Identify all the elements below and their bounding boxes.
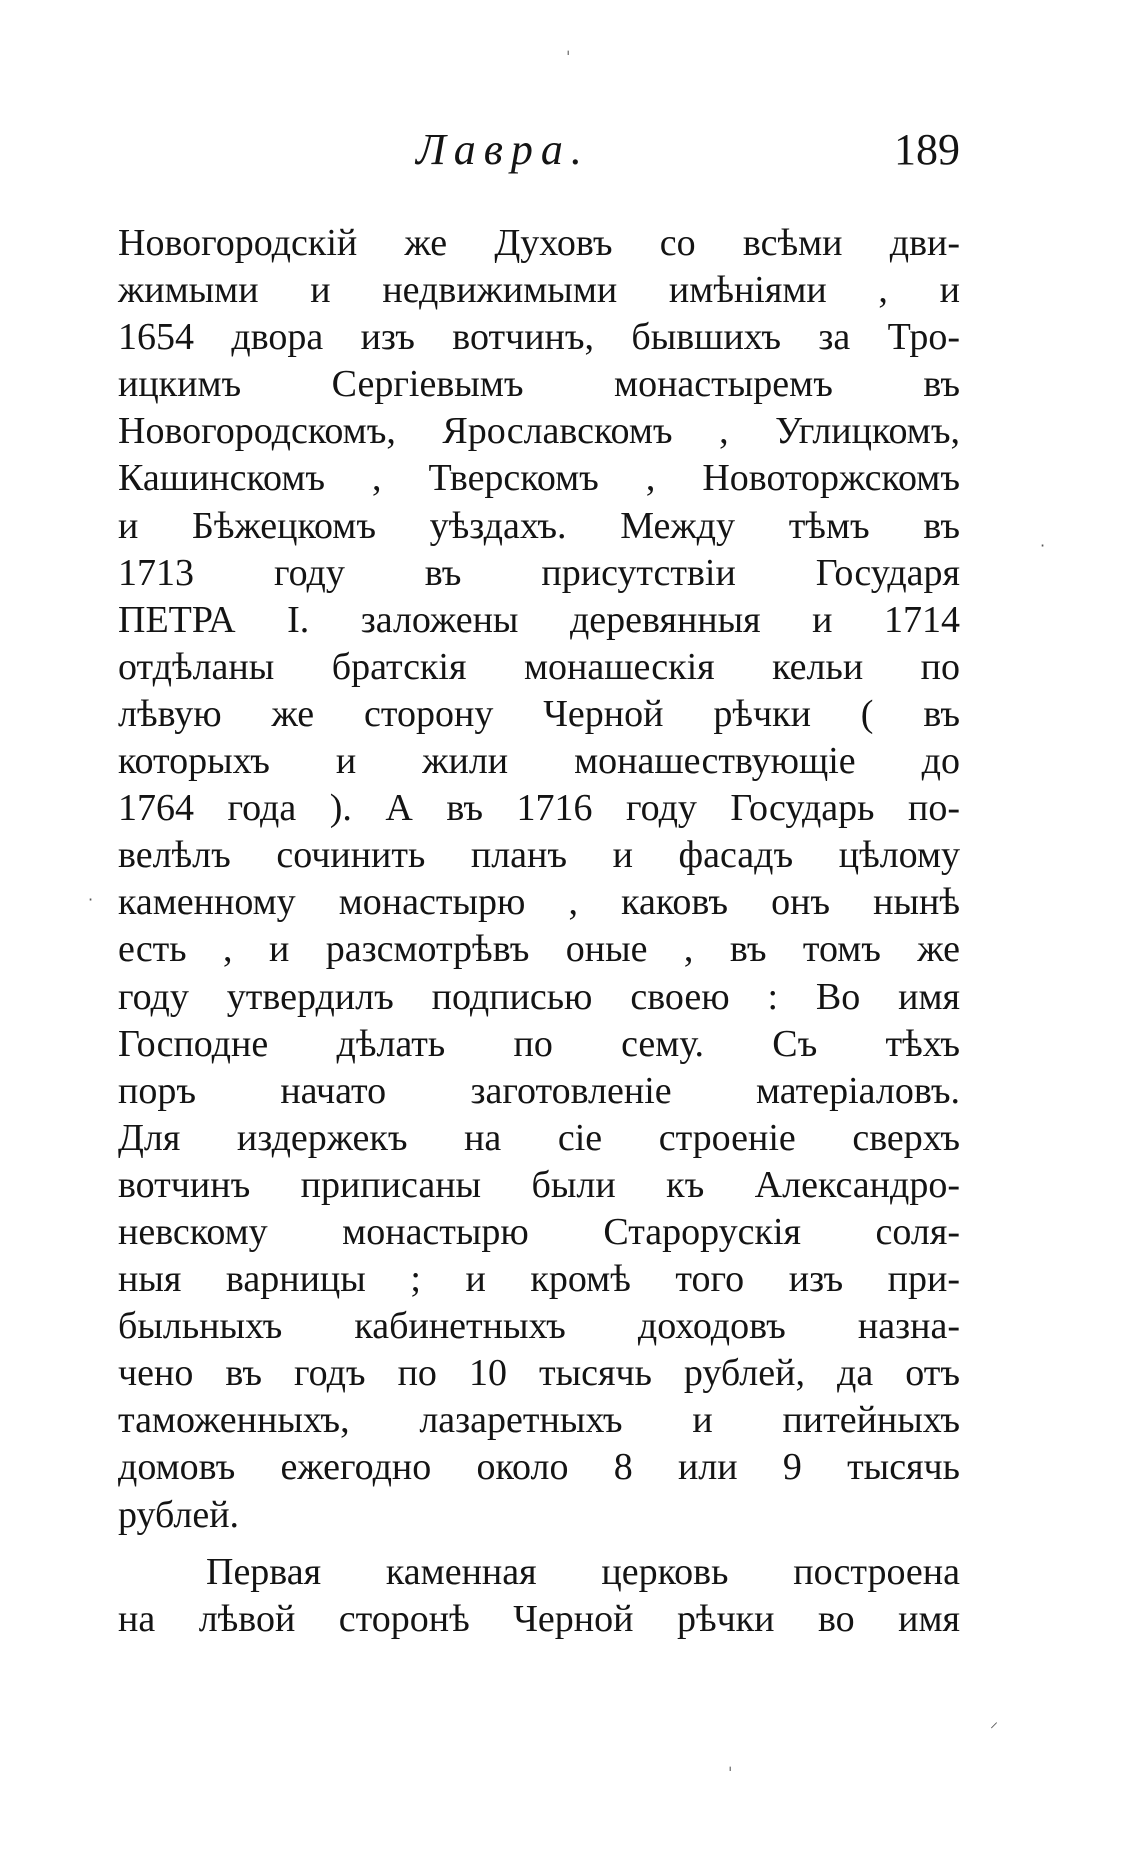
text-line: есть , и разсмотрѣвъ оные , въ томъ же <box>118 928 960 971</box>
text-line: на лѣвой сторонѣ Черной рѣчки во имя <box>118 1597 960 1640</box>
text-line: ицкимъ Сергіевымъ монастыремъ въ <box>118 363 960 406</box>
text-line: быльныхъ кабинетныхъ доходовъ назна- <box>118 1305 960 1348</box>
page-header <box>118 118 960 178</box>
text-line: поръ начато заготовленіе матеріаловъ. <box>118 1069 960 1112</box>
text-line: 1764 года ). А въ 1716 году Государь по- <box>118 787 960 830</box>
paragraph <box>118 1549 960 1643</box>
scan-speck: · <box>1040 536 1046 555</box>
text-line: велѣлъ сочинить планъ и фасадъ цѣлому <box>118 834 960 877</box>
scan-speck: ˈ <box>566 48 571 67</box>
text-line: году утвердилъ подписью своею : Во имя <box>118 975 960 1018</box>
text-line: которыхъ и жили монашествующіе до <box>118 740 960 783</box>
paragraph <box>118 220 960 1539</box>
text-line: лѣвую же сторону Черной рѣчки ( въ <box>118 692 960 735</box>
text-line: вотчинъ приписаны были къ Александро- <box>118 1163 960 1206</box>
text-line: Для издержекъ на сіе строеніе сверхъ <box>118 1116 960 1159</box>
body-text <box>118 220 960 1643</box>
text-line: ныя варницы ; и кромѣ того изъ при- <box>118 1258 960 1301</box>
text-line: жимыми и недвижимыми имѣніями , и <box>118 269 960 312</box>
text-line: отдѣланы братскія монашескія кельи по <box>118 645 960 688</box>
page-number: 189 <box>894 125 960 174</box>
text-line: 1713 году въ присутствіи Государя <box>118 551 960 594</box>
paragraph-gap <box>118 1539 960 1549</box>
running-title: Лавра. <box>416 125 590 174</box>
scan-speck: ˈ <box>728 1764 733 1783</box>
text-line: домовъ ежегодно около 8 или 9 тысячь <box>118 1446 960 1489</box>
text-line: Кашинскомъ , Тверскомъ , Новоторжскомъ <box>118 457 960 500</box>
text-line: Новогородскій же Духовъ со всѣми дви- <box>118 222 960 264</box>
text-line: 1654 двора изъ вотчинъ, бывшихъ за Тро- <box>118 316 960 359</box>
text-line: рублей. <box>118 1493 240 1536</box>
text-line: таможенныхъ, лазаретныхъ и питейныхъ <box>118 1399 960 1442</box>
text-line: Господне дѣлать по сему. Съ тѣхъ <box>118 1022 960 1065</box>
scan-speck: · <box>88 890 94 909</box>
text-line: каменному монастырю , каковъ онъ нынѣ <box>118 881 960 924</box>
text-line: Первая каменная церковь построена <box>206 1550 960 1593</box>
text-line: Новогородскомъ, Ярославскомъ , Углицкомъ, <box>118 410 960 453</box>
text-line: и Бѣжецкомъ уѣздахъ. Между тѣмъ въ <box>118 504 960 547</box>
text-line: невскому монастырю Старорускія соля- <box>118 1210 960 1253</box>
text-line: ПЕТРА I. заложены деревянныя и 1714 <box>118 598 960 641</box>
scan-speck: ⸝ <box>990 1712 999 1731</box>
text-line: чено въ годъ по 10 тысячь рублей, да отъ <box>118 1352 960 1395</box>
